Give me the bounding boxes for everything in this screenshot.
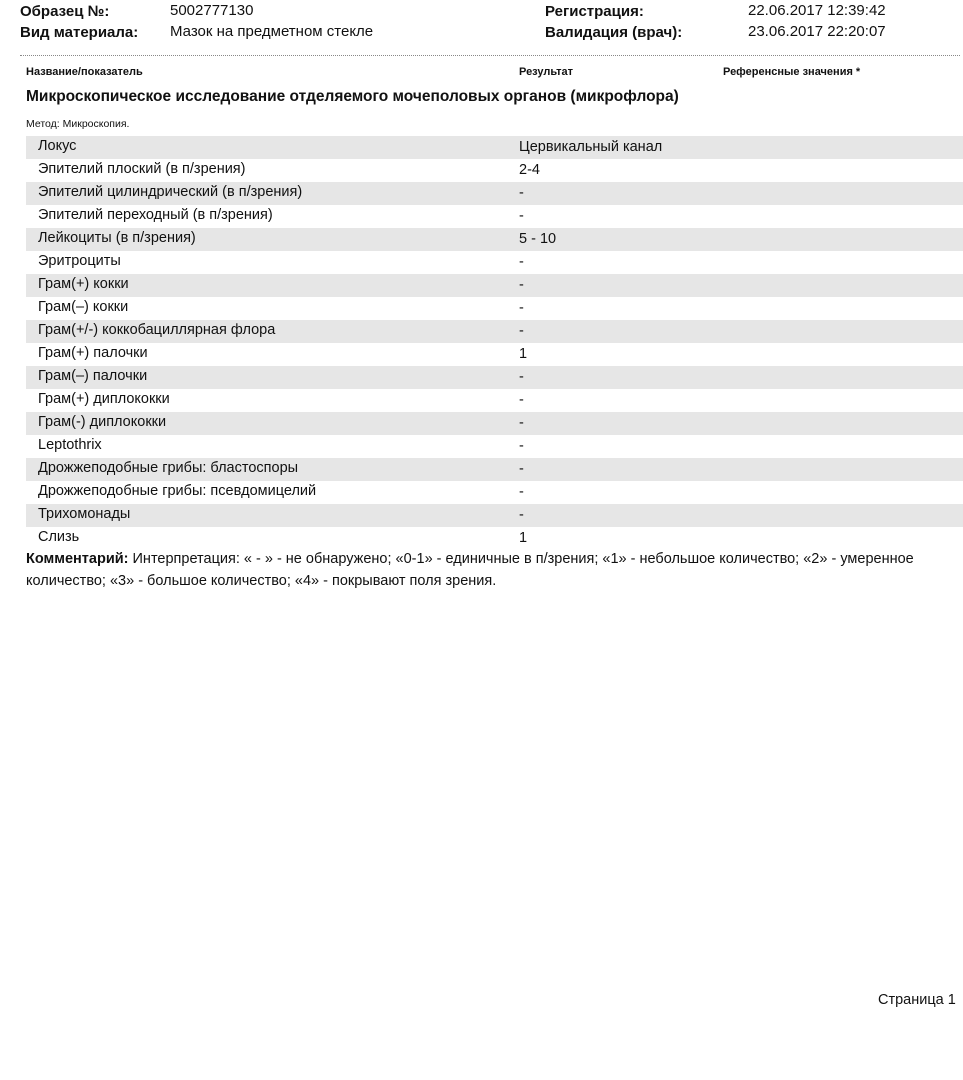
row-parameter-name: Грам(-) диплококки bbox=[38, 414, 167, 430]
validation-datetime: 23.06.2017 22:20:07 bbox=[748, 23, 886, 40]
page-number: Страница 1 bbox=[878, 992, 956, 1008]
table-row bbox=[26, 389, 963, 412]
row-result-value: 5 - 10 bbox=[519, 231, 557, 247]
row-parameter-name: Лейкоциты (в п/зрения) bbox=[38, 230, 196, 246]
row-parameter-name: Грам(+) палочки bbox=[38, 345, 148, 361]
row-parameter-name: Локус bbox=[38, 138, 77, 154]
row-parameter-name: Leptothrix bbox=[38, 437, 102, 453]
row-result-value: - bbox=[519, 392, 524, 408]
row-result-value: 2-4 bbox=[519, 162, 540, 178]
row-result-value: 1 bbox=[519, 530, 528, 546]
sample-number-label: Образец №: bbox=[20, 3, 110, 20]
validation-label: Валидация (врач): bbox=[545, 24, 683, 41]
sample-number-value: 5002777130 bbox=[170, 2, 254, 19]
table-row bbox=[26, 435, 963, 458]
table-row bbox=[26, 481, 963, 504]
row-parameter-name: Грам(+/-) коккобациллярная флора bbox=[38, 322, 276, 338]
row-result-value: - bbox=[519, 484, 524, 500]
material-type-label: Вид материала: bbox=[20, 24, 139, 41]
table-row bbox=[26, 504, 963, 527]
row-result-value: - bbox=[519, 254, 524, 270]
row-parameter-name: Эритроциты bbox=[38, 253, 121, 269]
comment-label: Комментарий: bbox=[26, 551, 129, 567]
row-parameter-name: Эпителий плоский (в п/зрения) bbox=[38, 161, 246, 177]
table-row bbox=[26, 366, 963, 389]
table-row bbox=[26, 458, 963, 481]
row-parameter-name: Грам(–) кокки bbox=[38, 299, 129, 315]
row-result-value: - bbox=[519, 415, 524, 431]
section-title: Микроскопическое исследование отделяемого мочеполовых органов (микрофлора) bbox=[26, 88, 679, 105]
row-parameter-name: Эпителий переходный (в п/зрения) bbox=[38, 207, 273, 223]
table-row bbox=[26, 205, 963, 228]
column-header-reference: Референсные значения * bbox=[723, 66, 861, 78]
column-header-name: Название/показатель bbox=[26, 66, 143, 78]
row-result-value: - bbox=[519, 300, 524, 316]
row-result-value: 1 bbox=[519, 346, 528, 362]
row-result-value: - bbox=[519, 185, 524, 201]
method-line: Метод: Микроскопия. bbox=[26, 118, 130, 130]
column-header-result: Результат bbox=[519, 66, 574, 78]
table-row bbox=[26, 274, 963, 297]
row-result-value: - bbox=[519, 461, 524, 477]
registration-datetime: 22.06.2017 12:39:42 bbox=[748, 2, 886, 19]
table-row bbox=[26, 251, 963, 274]
table-row bbox=[26, 228, 963, 251]
comment-text: Интерпретация: « - » - не обнаружено; «0-1» - единичные в п/зрения; «1» - небольшое количество; «2» - умеренное количество; «3» - большое количество; «4» - покрывают поля зрения. bbox=[26, 551, 914, 589]
table-row bbox=[26, 320, 963, 343]
row-result-value: - bbox=[519, 507, 524, 523]
row-parameter-name: Слизь bbox=[38, 529, 80, 545]
row-parameter-name: Дрожжеподобные грибы: бластоспоры bbox=[38, 460, 299, 476]
material-type-value: Мазок на предметном стекле bbox=[170, 23, 374, 40]
row-parameter-name: Грам(+) диплококки bbox=[38, 391, 170, 407]
table-row bbox=[26, 136, 963, 159]
row-result-value: Цервикальный канал bbox=[519, 139, 663, 155]
row-parameter-name: Грам(–) палочки bbox=[38, 368, 148, 384]
comment-block bbox=[26, 548, 956, 592]
row-parameter-name: Трихомонады bbox=[38, 506, 131, 522]
row-parameter-name: Эпителий цилиндрический (в п/зрения) bbox=[38, 184, 303, 200]
row-parameter-name: Дрожжеподобные грибы: псевдомицелий bbox=[38, 483, 317, 499]
row-result-value: - bbox=[519, 277, 524, 293]
row-result-value: - bbox=[519, 208, 524, 224]
row-parameter-name: Грам(+) кокки bbox=[38, 276, 129, 292]
table-row bbox=[26, 159, 963, 182]
header-divider bbox=[20, 55, 960, 56]
row-result-value: - bbox=[519, 438, 524, 454]
registration-label: Регистрация: bbox=[545, 3, 644, 20]
table-row bbox=[26, 343, 963, 366]
table-row bbox=[26, 412, 963, 435]
row-result-value: - bbox=[519, 369, 524, 385]
table-row bbox=[26, 297, 963, 320]
table-row bbox=[26, 182, 963, 205]
results-table bbox=[26, 136, 963, 550]
table-row bbox=[26, 527, 963, 550]
row-result-value: - bbox=[519, 323, 524, 339]
